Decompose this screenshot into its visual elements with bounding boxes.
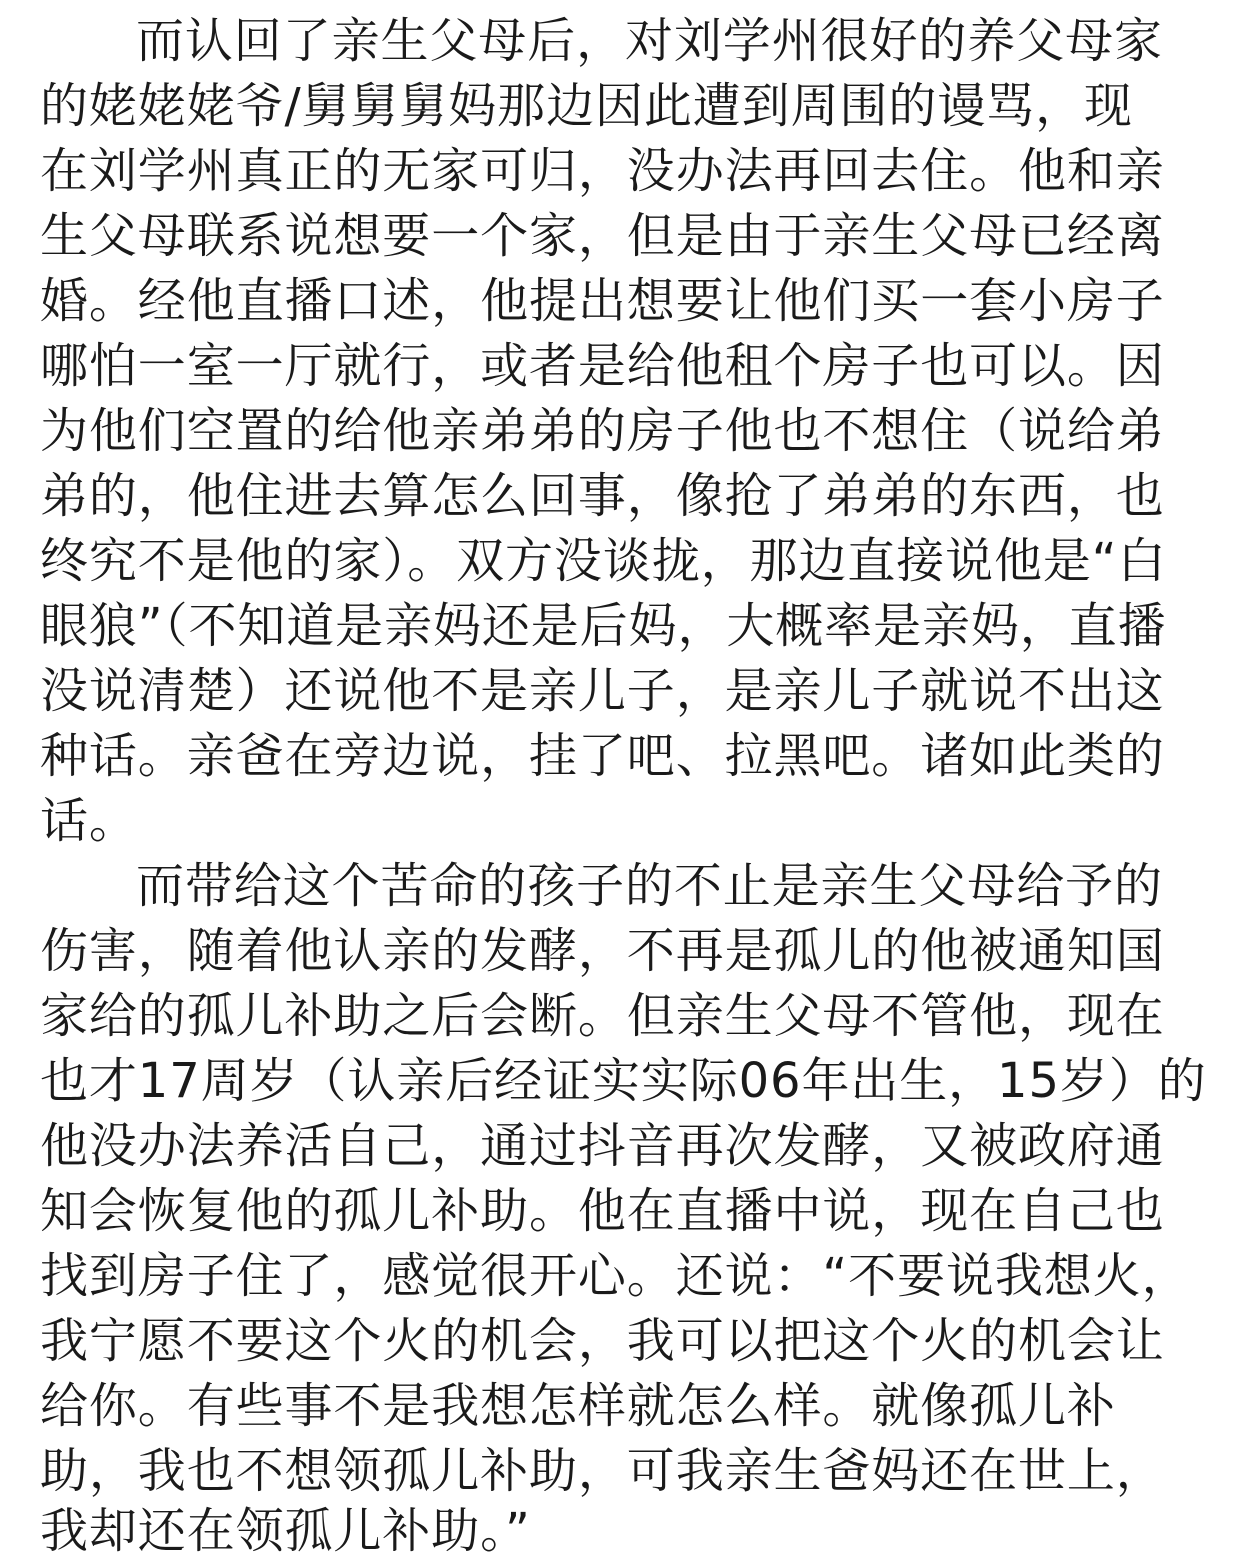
text-line: 给你。有些事不是我想怎样就怎么样。就像孤儿补: [40, 1378, 1116, 1434]
text-line: 知会恢复他的孤儿补助。他在直播中说，现在自己也: [40, 1183, 1165, 1239]
text-line: 的姥姥姥爷/舅舅舅妈那边因此遭到周围的谩骂，现: [40, 78, 1133, 134]
text-line: 生父母联系说想要一个家，但是由于亲生父母已经离: [40, 208, 1165, 264]
text-line: 而带给这个苦命的孩子的不止是亲生父母给予的: [136, 858, 1163, 914]
text-line: 在刘学州真正的无家可归，没办法再回去住。他和亲: [40, 143, 1165, 199]
text-line: 弟的，他住进去算怎么回事，像抢了弟弟的东西，也: [40, 468, 1165, 524]
text-line: 话。: [40, 793, 138, 849]
text-line: 终究不是他的家）。双方没谈拢，那边直接说他是“白: [40, 533, 1167, 589]
text-line: 也才17周岁（认亲后经证实实际06年出生，15岁）的: [40, 1053, 1207, 1109]
text-line: 伤害，随着他认亲的发酵，不再是孤儿的他被通知国: [40, 923, 1165, 979]
text-line: 哪怕一室一厅就行，或者是给他租个房子也可以。因: [40, 338, 1165, 394]
text-line: 助，我也不想领孤儿补助，可我亲生爸妈还在世上，: [40, 1443, 1165, 1499]
text-line: 而认回了亲生父母后，对刘学州很好的养父母家: [136, 13, 1163, 69]
text-line: 他没办法养活自己，通过抖音再次发酵，又被政府通: [40, 1118, 1165, 1174]
text-line: 家给的孤儿补助之后会断。但亲生父母不管他，现在: [40, 988, 1165, 1044]
text-line: 种话。亲爸在旁边说，挂了吧、拉黑吧。诸如此类的: [40, 728, 1165, 784]
text-line: 我宁愿不要这个火的机会，我可以把这个火的机会让: [40, 1313, 1165, 1369]
text-line: 为他们空置的给他亲弟弟的房子他也不想住（说给弟: [40, 403, 1165, 459]
text-line: 没说清楚）还说他不是亲儿子，是亲儿子就说不出这: [40, 663, 1165, 719]
text-line: 眼狼”（不知道是亲妈还是后妈，大概率是亲妈，直播: [40, 598, 1167, 654]
text-line: 找到房子住了，感觉很开心。还说：“不要说我想火，: [40, 1248, 1191, 1304]
text-line: 我却还在领孤儿补助。”: [40, 1503, 531, 1559]
text-line: 婚。经他直播口述，他提出想要让他们买一套小房子: [40, 273, 1165, 329]
